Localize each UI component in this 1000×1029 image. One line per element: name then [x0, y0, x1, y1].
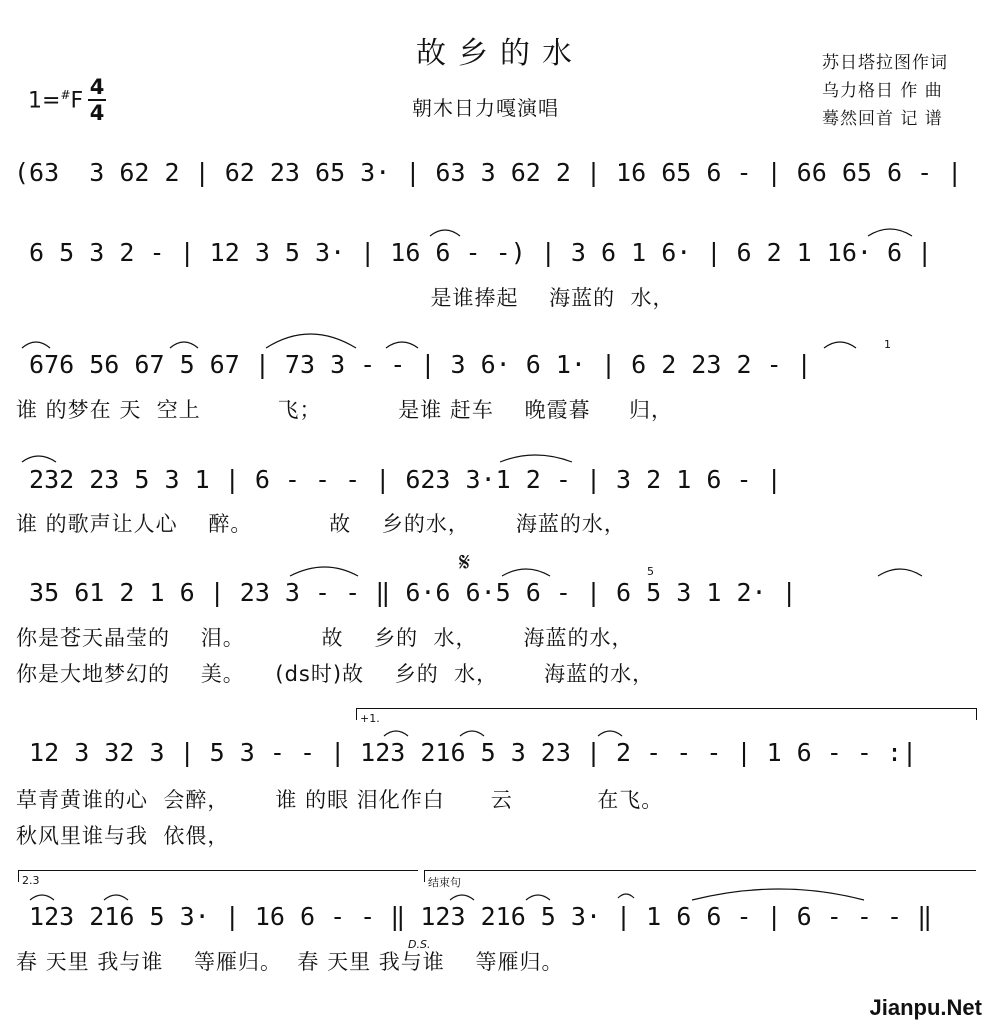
lyric-line-6b: 秋风里谁与我 依偎， — [16, 824, 230, 848]
notation-line-5: 35 61 2 1 6 | 23 3 - - ‖ 6·6 6·5 6 - | 6 5 3 1 2· | — [14, 578, 797, 607]
site-watermark: Jianpu.Net — [869, 995, 982, 1020]
volta-label-1: +1. — [360, 712, 380, 725]
slur — [170, 342, 198, 348]
lyricist-credit: 苏日塔拉图作词 — [822, 53, 948, 73]
ds-label: D.S. — [408, 938, 431, 951]
composer-credit: 乌力格日 作 曲 — [822, 81, 943, 101]
slur — [104, 895, 128, 900]
slur — [460, 731, 484, 736]
slur — [502, 569, 550, 576]
lyric-line-5b: 你是大地梦幻的 美。 (ds时)故 乡的 水， 海蓝的水， — [16, 662, 655, 686]
slur — [500, 455, 572, 462]
notation-line-1: (63 3 62 2 | 62 23 65 3· | 63 3 62 2 | 16 65 6 - | 66 65 6 - | — [14, 158, 963, 187]
lyric-line-6a: 草青黄谁的心 会醉， 谁 的眼 泪化作白 云 在飞。 — [16, 788, 664, 812]
notation-line-7: 123 216 5 3· | 16 6 - - ‖ 123 216 5 3· | 1 6 6 - | 6 - - - ‖ — [14, 902, 933, 931]
slur — [692, 889, 864, 900]
slur — [290, 567, 358, 576]
slur — [22, 342, 50, 348]
lyric-line-3: 谁 的梦在 天 空上 飞； 是谁 赶车 晚霞暮 归， — [16, 398, 673, 422]
lyric-line-4: 谁 的歌声让人心 醉。 故 乡的水， 海蓝的水， — [16, 512, 626, 536]
slur — [878, 569, 922, 576]
slur — [526, 895, 550, 900]
lyric-line-5a: 你是苍天晶莹的 泪。 故 乡的 水， 海蓝的水， — [16, 626, 634, 650]
slur — [824, 342, 856, 348]
transcriber-credit: 蓦然回首 记 谱 — [822, 109, 943, 129]
fermata — [618, 894, 634, 898]
notation-line-2: 6 5 3 2 - | 12 3 5 3· | 16 6 - -) | 3 6 1 6· | 6 2 1 16· 6 | — [14, 238, 933, 267]
notation-line-4: 232 23 5 3 1 | 6 - - - | 623 3·1 2 - | 3 2 1 6 - | — [14, 465, 782, 494]
key-label: 1= — [28, 88, 61, 114]
key-note: F — [70, 88, 84, 114]
performer: 朝木日力嘎演唱 — [412, 96, 559, 120]
slur — [598, 731, 622, 736]
slur — [868, 229, 912, 236]
notation-line-6: 12 3 32 3 | 5 3 - - | 123 216 5 3 23 | 2 - - - | 1 6 - - :| — [14, 738, 918, 767]
lyric-line-7: 春 天里 我与谁 等雁归。 春 天里 我与谁 等雁归。 — [16, 950, 564, 974]
slur — [384, 731, 408, 736]
slur — [266, 334, 356, 348]
time-top: 4 — [89, 75, 105, 99]
slur — [450, 895, 474, 900]
slur — [30, 895, 54, 900]
lyric-line-2: 是谁捧起 海蓝的 水， — [16, 286, 675, 310]
grace-mark-2: 5 — [647, 565, 654, 578]
notation-line-3: 676 56 67 5 67 | 73 3 - - | 3 6· 6 1· | 6 2 23 2 - | — [14, 350, 812, 379]
time-bottom: 4 — [89, 101, 105, 125]
slur — [430, 230, 460, 236]
slur — [386, 342, 418, 348]
segno-sign: 𝄋 — [459, 548, 471, 578]
song-title: 故乡的水 — [416, 36, 584, 71]
grace-mark-1: 1 — [884, 338, 891, 351]
sharp-sign: # — [60, 88, 71, 102]
volta-label-2: 2.3 — [22, 874, 40, 887]
slur — [22, 456, 56, 462]
ending-label: 结束句 — [428, 876, 461, 889]
